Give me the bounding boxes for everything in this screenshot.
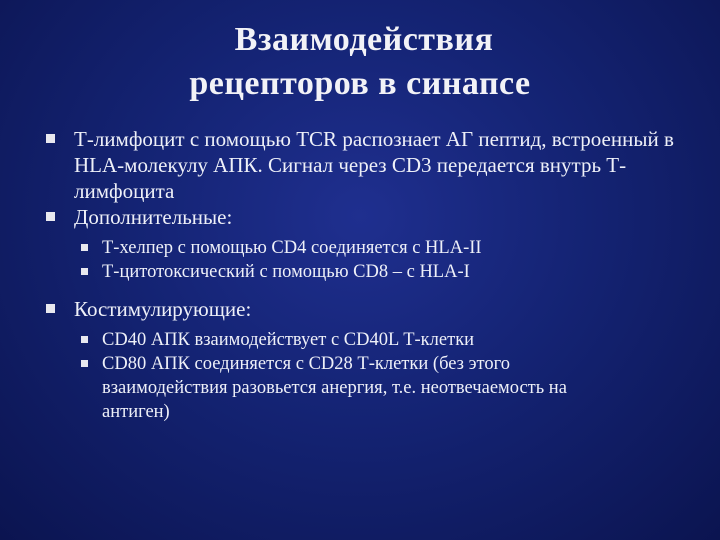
bullet-item-additional	[0, 204, 700, 230]
sub-bullet-item-text: Т-цитотоксический с помощью CD8 – с HLA-I	[102, 262, 470, 282]
square-bullet-icon	[81, 360, 88, 367]
square-bullet-icon	[46, 304, 55, 313]
slide-title-line-1: Взаимодействия	[234, 21, 494, 58]
square-bullet-icon	[81, 244, 88, 251]
sub-bullet-item-text: Т-хелпер с помощью CD4 соединяется с HLA-II	[102, 238, 482, 258]
bullet-item-text: Дополнительные:	[74, 205, 233, 229]
square-bullet-icon	[46, 134, 55, 143]
sub-bullet-item-cd4	[0, 236, 630, 260]
bullet-item-text: Т-лимфоцит с помощью TCR распознает АГ пептид, встроенный в HLA-молекулу АПК. Сигнал через CD3 передается внутрь Т-лимфоцита	[74, 127, 674, 203]
slide-title-line-2: рецепторов в синапсе	[189, 65, 531, 102]
bullet-item-text: Костимулирующие:	[74, 297, 252, 321]
square-bullet-icon	[46, 212, 55, 221]
sub-bullet-item-text: CD80 АПК соединяется с CD28 Т-клетки (без этого взаимодействия разовьется анергия, т.е. неотвечаемость на антиген)	[102, 354, 567, 422]
square-bullet-icon	[81, 268, 88, 275]
bullet-item-tcr	[0, 126, 700, 204]
bullet-list	[0, 126, 700, 424]
sub-bullet-item-text: CD40 АПК взаимодействует с CD40L Т-клетки	[102, 330, 475, 350]
square-bullet-icon	[81, 336, 88, 343]
slide-title	[0, 18, 720, 106]
sub-bullet-item-cd40	[0, 328, 630, 352]
sub-bullet-item-cd8	[0, 260, 630, 284]
sub-bullet-item-cd80	[0, 352, 630, 424]
bullet-item-costimulatory	[0, 296, 700, 322]
